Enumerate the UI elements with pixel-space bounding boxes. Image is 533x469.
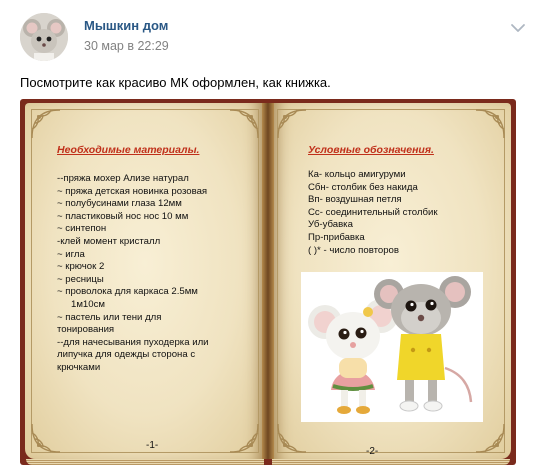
list-item: ~ пряжа детская новинка розовая [57,185,208,197]
mouse-avatar-icon [20,13,68,61]
symbols-heading: Условные обозначения. [308,144,434,156]
list-item: Ка- кольцо амигуруми [308,169,406,180]
list-item: Сс- соединительный столбик [308,206,438,218]
list-item: 1м10см [71,298,105,310]
page-edges [26,459,264,465]
mice-toys-illustration [301,272,483,422]
list-item: -клей момент кристалл [57,235,161,247]
corner-ornament-icon [227,107,261,141]
book-spine [262,103,274,459]
list-item: крючками [57,361,101,373]
list-item: ~ игла [57,248,85,260]
list-item: Пр-прибавка [308,231,365,243]
list-item: ~ проволока для каркаса 2.5мм [57,286,198,298]
chevron-down-icon[interactable] [510,22,526,34]
list-item: тонирования [57,324,115,336]
list-item: ~ ресницы [57,273,104,285]
list-item: ~ крючок 2 [57,261,105,273]
list-item: ~ пастель или тени для [57,311,162,323]
symbols-list [308,169,498,257]
materials-heading: Необходимые материалы. [57,144,200,156]
corner-ornament-icon [473,107,507,141]
corner-ornament-icon [29,421,63,455]
post-author-name[interactable]: Мышкин дом [84,18,169,33]
author-avatar[interactable] [20,13,68,61]
list-item: ( )* - число повторов [308,244,399,256]
list-item: ~ синтепон [57,223,107,235]
list-item: липучка для одежды сторона с [57,349,196,361]
page-number-left: -1- [146,440,159,451]
corner-ornament-icon [275,107,309,141]
list-item: --пряжа мохер Ализе натурал [57,173,189,184]
post-header [0,0,533,72]
page-number-right: -2- [366,446,379,457]
post-date[interactable]: 30 мар в 22:29 [84,39,169,53]
corner-ornament-icon [275,421,309,455]
list-item: Сбн- столбик без накида [308,181,418,193]
corner-ornament-icon [29,107,63,141]
mice-toys-photo [301,272,483,422]
list-item: Уб-убавка [308,219,353,231]
materials-list [57,173,257,375]
post-text: Посмотрите как красиво МК оформлен, как книжка. [20,75,331,90]
corner-ornament-icon [227,421,261,455]
list-item: ~ пластиковый нос нос 10 мм [57,210,189,222]
book-page-left [25,103,265,459]
list-item: --для начесывания пуходерка или [57,336,209,348]
list-item: Вп- воздушная петля [308,194,402,206]
page-edges [272,459,510,465]
post-image-book[interactable] [20,99,516,465]
list-item: ~ полубусинами глаза 12мм [57,198,182,210]
corner-ornament-icon [473,421,507,455]
book-page-right [271,103,511,459]
